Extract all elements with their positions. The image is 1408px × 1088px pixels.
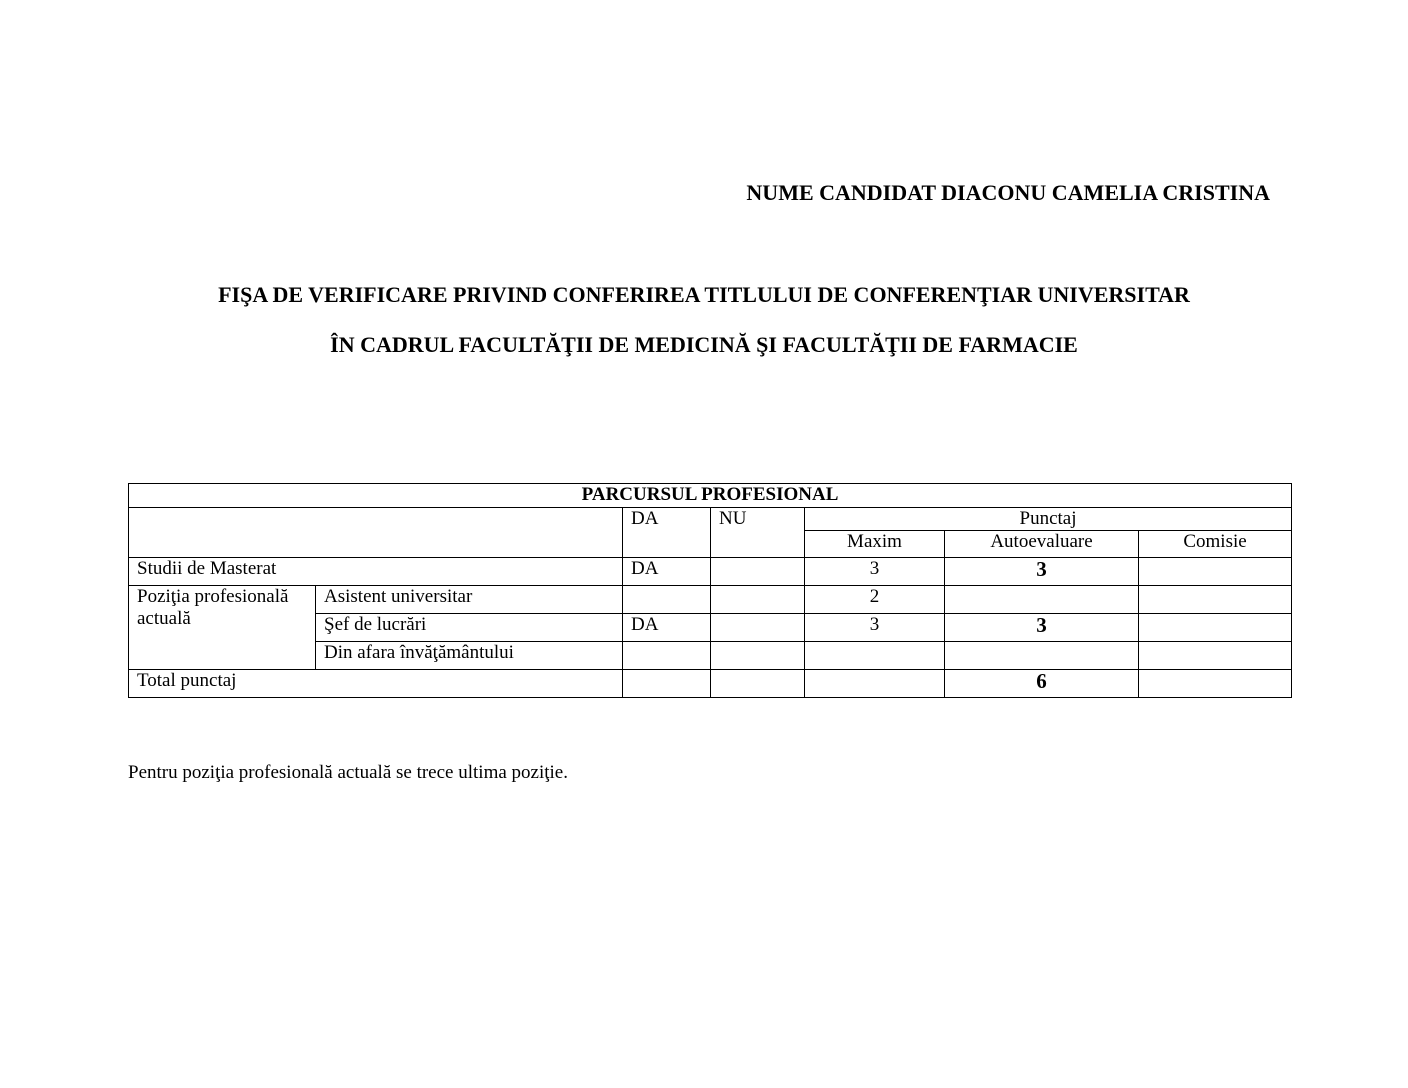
asistent-autoevaluare bbox=[945, 586, 1139, 614]
pozitie-label: Poziţia profesională actuală bbox=[129, 586, 316, 670]
footnote: Pentru poziţia profesională actuală se trece ultima poziţie. bbox=[128, 762, 568, 783]
table-header-row bbox=[129, 508, 1292, 531]
professional-path-table bbox=[128, 483, 1292, 698]
header-comisie: Comisie bbox=[1139, 531, 1292, 558]
header-maxim: Maxim bbox=[805, 531, 945, 558]
total-maxim bbox=[805, 670, 945, 698]
table-row-total bbox=[129, 670, 1292, 698]
document-title-line-1: FIŞA DE VERIFICARE PRIVIND CONFERIREA TITLULUI DE CONFERENŢIAR UNIVERSITAR bbox=[218, 282, 1190, 307]
masterat-maxim: 3 bbox=[805, 558, 945, 586]
masterat-comisie bbox=[1139, 558, 1292, 586]
asistent-comisie bbox=[1139, 586, 1292, 614]
din-afara-maxim bbox=[805, 642, 945, 670]
header-nu: NU bbox=[711, 508, 805, 558]
sef-lucrari-label: Şef de lucrări bbox=[316, 614, 623, 642]
sef-lucrari-autoevaluare: 3 bbox=[945, 614, 1139, 642]
total-autoevaluare: 6 bbox=[945, 670, 1139, 698]
table-row-masterat bbox=[129, 558, 1292, 586]
din-afara-label: Din afara învăţământului bbox=[316, 642, 623, 670]
table-caption: PARCURSUL PROFESIONAL bbox=[129, 484, 1292, 508]
header-empty-cell bbox=[129, 508, 623, 558]
sef-lucrari-maxim: 3 bbox=[805, 614, 945, 642]
table-caption-row bbox=[129, 484, 1292, 508]
masterat-nu bbox=[711, 558, 805, 586]
sef-lucrari-da: DA bbox=[623, 614, 711, 642]
masterat-autoevaluare: 3 bbox=[945, 558, 1139, 586]
header-da: DA bbox=[623, 508, 711, 558]
asistent-da bbox=[623, 586, 711, 614]
table-row-asistent bbox=[129, 586, 1292, 614]
din-afara-comisie bbox=[1139, 642, 1292, 670]
total-comisie bbox=[1139, 670, 1292, 698]
asistent-label: Asistent universitar bbox=[316, 586, 623, 614]
masterat-label: Studii de Masterat bbox=[129, 558, 623, 586]
header-punctaj: Punctaj bbox=[805, 508, 1292, 531]
sef-lucrari-comisie bbox=[1139, 614, 1292, 642]
asistent-maxim: 2 bbox=[805, 586, 945, 614]
din-afara-autoevaluare bbox=[945, 642, 1139, 670]
din-afara-da bbox=[623, 642, 711, 670]
asistent-nu bbox=[711, 586, 805, 614]
sef-lucrari-nu bbox=[711, 614, 805, 642]
document-title-line-2: ÎN CADRUL FACULTĂŢII DE MEDICINĂ ŞI FACULTĂŢII DE FARMACIE bbox=[330, 332, 1078, 357]
masterat-da: DA bbox=[623, 558, 711, 586]
total-nu bbox=[711, 670, 805, 698]
total-label: Total punctaj bbox=[129, 670, 623, 698]
din-afara-nu bbox=[711, 642, 805, 670]
header-autoevaluare: Autoevaluare bbox=[945, 531, 1139, 558]
total-da bbox=[623, 670, 711, 698]
candidate-name: NUME CANDIDAT DIACONU CAMELIA CRISTINA bbox=[746, 180, 1270, 205]
